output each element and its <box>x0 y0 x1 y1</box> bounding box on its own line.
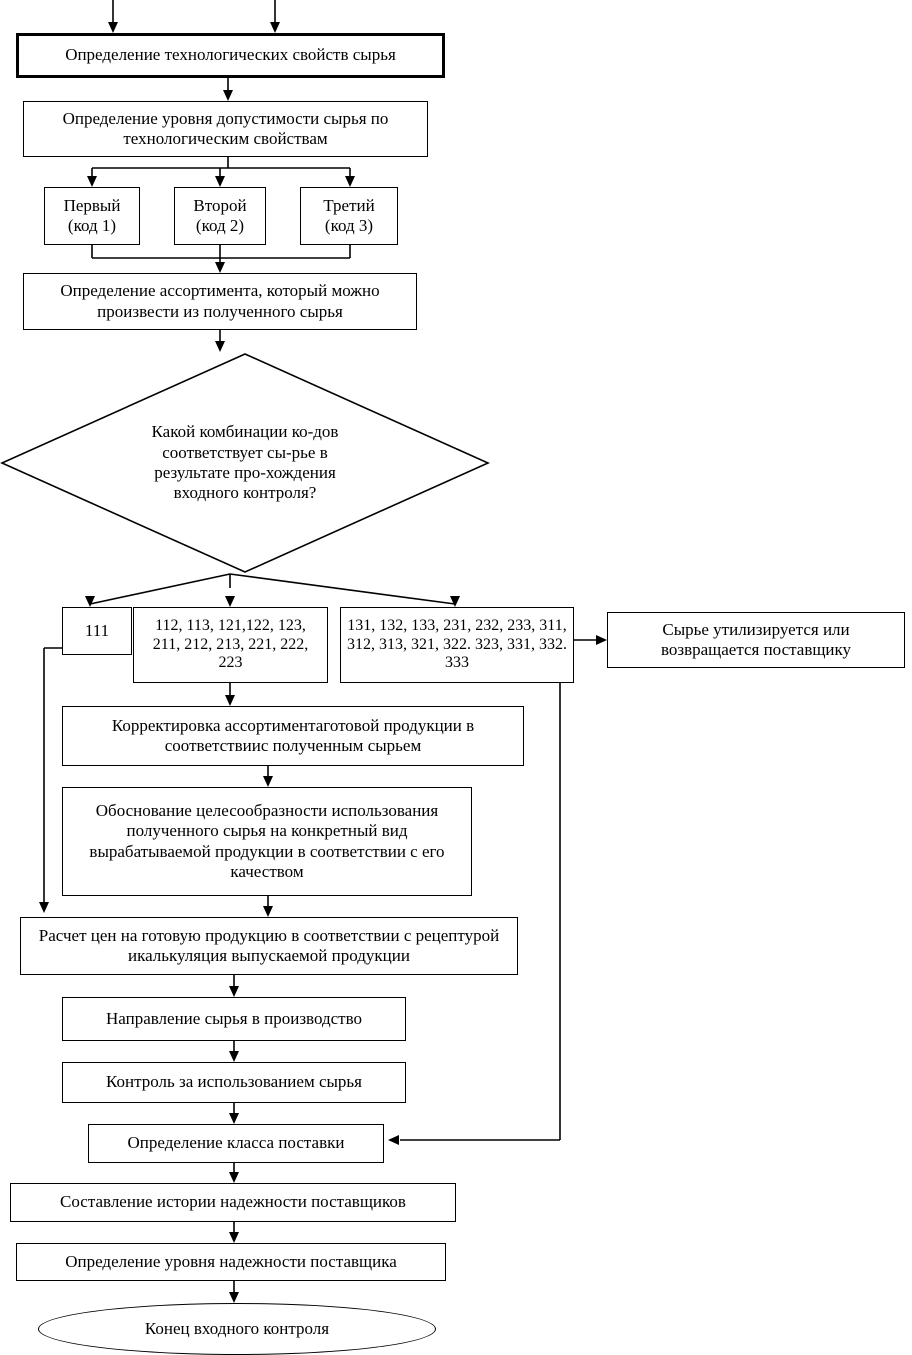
node-label: Определение технологических свойств сырья <box>65 45 396 65</box>
node-label: Второй (код 2) <box>193 195 247 235</box>
node-label: Определение ассортимента, который можно произвести из полученного сырья <box>60 281 380 321</box>
node-label: Сырье утилизируется или возвращается поставщику <box>660 619 852 659</box>
node-label: Обоснование целесообразности использования полученного сырья на конкретный вид вырабатываемой продукции в соответствии с его качеством <box>89 801 445 881</box>
node-label: 131, 132, 133, 231, 232, 233, 311, 312, 313, 321, 322. 323, 331, 332. 333 <box>347 616 567 672</box>
node-label: Определение класса поставки <box>127 1133 345 1153</box>
node-define-assortment[interactable] <box>23 273 417 330</box>
node-label: 111 <box>84 620 110 640</box>
node-label: Корректировка ассортиментаготовой продукции в соответствиис полученным сырьем <box>111 715 475 755</box>
node-control-usage[interactable] <box>62 1062 406 1103</box>
node-define-delivery-class[interactable] <box>88 1124 384 1163</box>
node-label: 112, 113, 121,122, 123, 211, 212, 213, 221, 222, 223 <box>152 616 309 672</box>
node-branch-group-2[interactable] <box>133 607 328 683</box>
node-code-second[interactable] <box>174 187 266 245</box>
decision-code-combination[interactable] <box>0 352 490 574</box>
node-label: Составление истории надежности поставщиков <box>60 1192 406 1212</box>
node-branch-group-3[interactable] <box>340 607 574 683</box>
node-define-admissibility-level[interactable] <box>23 101 428 157</box>
node-define-tech-properties[interactable] <box>16 33 445 78</box>
node-code-third[interactable] <box>300 187 398 245</box>
node-label: Расчет цен на готовую продукцию в соответствии с рецептурой икалькуляция выпускаемой продукции <box>38 925 500 965</box>
node-send-to-production[interactable] <box>62 997 406 1041</box>
node-label: Определение уровня надежности поставщика <box>65 1251 397 1271</box>
node-price-calculation[interactable] <box>20 917 518 975</box>
node-supplier-reliability-history[interactable] <box>10 1183 456 1222</box>
node-label: Какой комбинации ко-дов соответствует сы-рье в результате про-хождения входного контроля? <box>151 422 339 503</box>
node-label: Третий (код 3) <box>323 195 375 235</box>
node-label: Конец входного контроля <box>144 1319 330 1338</box>
node-label: Направление сырья в производство <box>106 1008 362 1028</box>
node-justify-expediency[interactable] <box>62 787 472 896</box>
node-label: Определение уровня допустимости сырья по технологическим свойствам <box>62 108 389 148</box>
node-branch-111[interactable] <box>62 607 132 655</box>
node-label: Контроль за использованием сырья <box>105 1072 362 1092</box>
node-end-of-input-control[interactable] <box>38 1303 436 1355</box>
node-code-first[interactable] <box>44 187 140 245</box>
node-raw-material-utilized[interactable] <box>607 612 905 668</box>
node-supplier-reliability-level[interactable] <box>16 1243 446 1281</box>
node-label: Первый (код 1) <box>63 195 121 235</box>
node-adjust-assortment[interactable] <box>62 706 524 766</box>
